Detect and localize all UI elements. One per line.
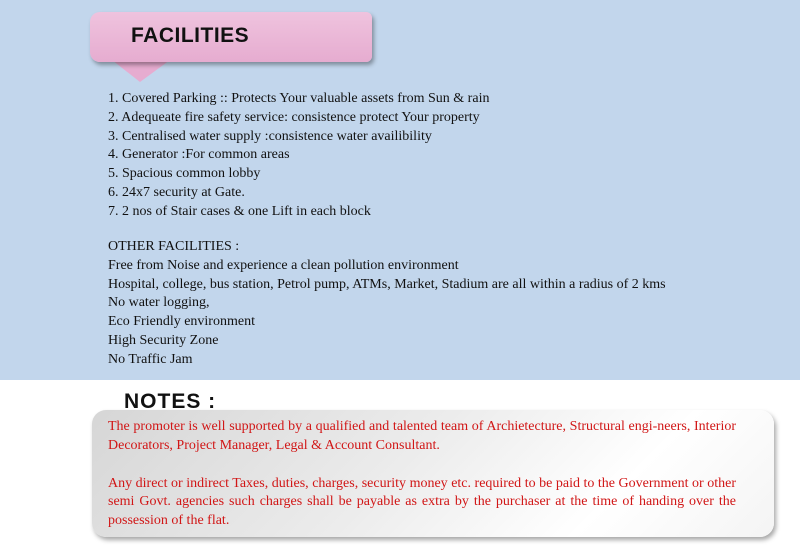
list-item: 1. Covered Parking :: Protects Your valuable assets from Sun & rain (108, 91, 490, 106)
list-item: 3. Centralised water supply :consistence water availibility (108, 128, 432, 144)
facilities-list (108, 90, 489, 222)
list-item: 5. Spacious common lobby (108, 166, 261, 182)
notes-title: NOTES : (124, 390, 217, 413)
other-facilities (108, 238, 666, 370)
other-facilities-heading: OTHER FACILITIES : (108, 239, 240, 254)
facilities-title: FACILITIES (131, 24, 250, 47)
list-item: Hospital, college, bus station, Petrol pump, ATMs, Market, Stadium are all within a radius of 2 kms (108, 276, 666, 292)
list-item: 6. 24x7 security at Gate. (108, 184, 245, 200)
list-item: 7. 2 nos of Stair cases & one Lift in each block (108, 203, 371, 219)
notes-paragraph: The promoter is well supported by a qualified and talented team of Archietecture, Structural engi-neers, Interior Decorators, Project Manager, Legal & Account Consultant. (108, 419, 736, 453)
notes-paragraph: Any direct or indirect Taxes, duties, charges, security money etc. required to be paid to the Government or other semi Govt. agencies such charges shall be payable as extra by the purchaser at the time of handing over the possession of the flat. (108, 475, 736, 529)
list-item: No Traffic Jam (108, 351, 193, 367)
list-item: 2. Adequeate fire safety service: consistence protect Your property (108, 109, 480, 125)
list-item: Free from Noise and experience a clean pollution environment (108, 257, 459, 273)
list-item: No water logging, (108, 295, 210, 311)
notes-text (108, 418, 736, 531)
list-item: High Security Zone (108, 332, 219, 348)
list-item: Eco Friendly environment (108, 314, 255, 330)
list-item: 4. Generator :For common areas (108, 147, 290, 163)
